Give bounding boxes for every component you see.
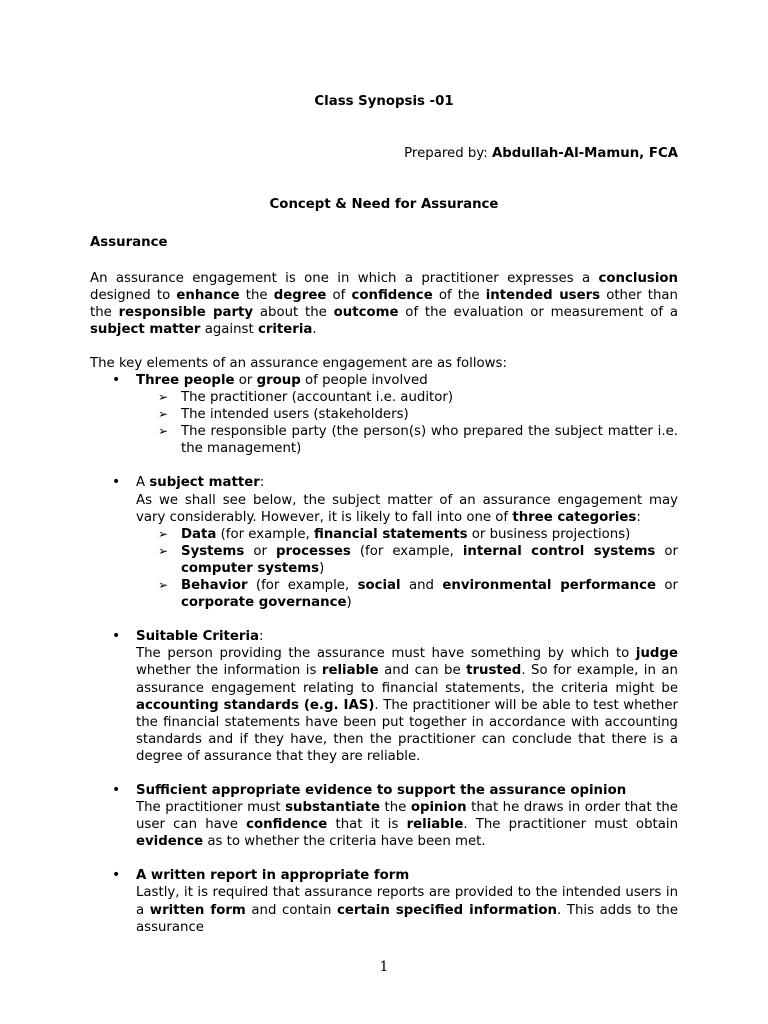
- text: As we shall see below, the subject matter of an assurance engagement may vary considerably. However, it is likely to fall into one of: [136, 492, 678, 525]
- bold-term: written form: [149, 902, 246, 918]
- sub-item: [136, 423, 678, 457]
- text: or: [234, 373, 257, 388]
- bold-term: reliable: [406, 817, 464, 833]
- bold-term: reliable: [321, 663, 379, 679]
- bold-term: evidence: [136, 834, 204, 850]
- text: The responsible party (the person(s) who prepared the subject matter i.e. the management): [181, 424, 678, 457]
- text: . The practitioner will be able to test whether the financial statements have been put together in accordance with accounting standards and if they have, then the practitioner can conclude that there is a degree of assurance that they are reliable.: [136, 697, 678, 764]
- bold-term: intended users: [485, 288, 601, 304]
- sub-item: [136, 526, 678, 543]
- bold-term: enhance: [176, 288, 240, 304]
- arrow-bullet-icon: ➢: [158, 578, 169, 593]
- bold-term: subject matter: [90, 322, 201, 338]
- text: or: [244, 543, 276, 559]
- text: of the: [432, 288, 486, 304]
- doc-subtitle: Concept & Need for Assurance: [269, 197, 499, 212]
- text: . The practitioner must obtain: [463, 817, 678, 833]
- arrow-bullet-icon: ➢: [158, 390, 169, 405]
- bold-term: confidence: [246, 817, 328, 833]
- bold-term: Three people: [136, 373, 235, 388]
- prepared-by-label: Prepared by:: [404, 146, 492, 161]
- text: designed to: [90, 288, 177, 304]
- bold-term: processes: [275, 543, 351, 559]
- text: that he draws in order that the user can have: [136, 800, 678, 833]
- bold-term: internal control systems: [462, 543, 656, 559]
- bold-term: Behavior: [181, 578, 248, 594]
- bold-term: subject matter: [149, 475, 260, 491]
- bold-term: certain specified information: [337, 902, 557, 918]
- bold-term: substantiate: [285, 800, 380, 816]
- bold-term: corporate governance: [181, 595, 347, 611]
- item-body: [136, 645, 678, 765]
- text: The practitioner must: [136, 800, 286, 816]
- bold-term: computer systems: [181, 560, 320, 576]
- text: whether the information is: [136, 663, 322, 679]
- item-heading: [136, 867, 678, 884]
- bold-term: opinion: [410, 800, 467, 816]
- item-heading: [136, 372, 678, 389]
- sub-item: [136, 543, 678, 577]
- bold-term: judge: [635, 646, 678, 662]
- list-item: [112, 628, 678, 765]
- bold-term: trusted: [466, 663, 522, 679]
- bold-term: group: [256, 373, 301, 388]
- doc-title: Class Synopsis -01: [314, 94, 454, 109]
- bullet-icon: [112, 867, 136, 884]
- text: The intended users (stakeholders): [181, 407, 409, 423]
- prepared-by: [404, 145, 678, 162]
- text: or business projections): [467, 526, 631, 542]
- item-body: [136, 799, 678, 850]
- bold-term: Data: [181, 526, 217, 542]
- text: of the evaluation or measurement of a: [398, 305, 678, 321]
- list-item: [112, 782, 678, 850]
- bold-term: degree: [273, 288, 327, 304]
- author-name: Abdullah-Al-Mamun, FCA: [491, 146, 678, 161]
- bold-term: financial statements: [313, 526, 468, 542]
- text: the: [239, 288, 274, 304]
- text: against: [200, 322, 258, 338]
- bold-term: conclusion: [598, 271, 678, 286]
- bold-term: confidence: [351, 288, 433, 304]
- key-elements-list: [112, 372, 678, 936]
- text: that it is: [327, 817, 407, 833]
- text: .: [312, 322, 317, 338]
- item-heading: [136, 474, 678, 491]
- bold-term: A written report in appropriate form: [136, 868, 410, 884]
- arrow-bullet-icon: ➢: [158, 543, 169, 558]
- list-item: [112, 474, 678, 611]
- section-heading: Assurance: [90, 235, 168, 250]
- bullet-icon: [112, 474, 136, 491]
- bullet-icon: [112, 628, 136, 645]
- sub-item: [136, 406, 678, 423]
- text: (for example,: [216, 526, 314, 542]
- text: other than the: [90, 288, 678, 321]
- item-heading: [136, 782, 678, 799]
- arrow-bullet-icon: ➢: [158, 526, 169, 541]
- bold-term: Systems: [181, 543, 245, 559]
- list-item: [112, 372, 678, 457]
- item-body: [136, 884, 678, 935]
- text: :: [259, 629, 264, 645]
- text: . So for example, in an assurance engagement relating to financial statements, the criteria might be: [136, 663, 678, 696]
- text: about the: [253, 305, 334, 321]
- sub-item: [136, 577, 678, 611]
- text: :: [259, 475, 265, 491]
- bold-term: Suitable Criteria: [136, 629, 259, 645]
- text: ): [319, 560, 325, 576]
- text: (for example,: [350, 543, 463, 559]
- text: and contain: [245, 902, 337, 918]
- intro-paragraph: [90, 270, 678, 338]
- bold-term: three categories: [512, 509, 637, 525]
- text: The practitioner (accountant i.e. auditor): [181, 390, 454, 406]
- text: . This adds to the assurance: [136, 902, 679, 935]
- bold-term: outcome: [333, 305, 399, 321]
- list-item: [112, 867, 678, 935]
- arrow-bullet-icon: ➢: [158, 424, 169, 439]
- bold-term: social: [357, 578, 401, 594]
- text: as to whether the criteria have been met.: [203, 834, 486, 850]
- bold-term: accounting standards (e.g. IAS): [136, 697, 375, 713]
- item-heading: [136, 628, 678, 645]
- text: the: [380, 800, 411, 816]
- arrow-bullet-icon: ➢: [158, 407, 169, 422]
- text: The person providing the assurance must have something by which to: [136, 646, 636, 662]
- text: of: [326, 288, 352, 304]
- sub-item: [136, 389, 678, 406]
- page-number: 1: [379, 959, 389, 975]
- text: (for example,: [247, 578, 358, 594]
- text: and: [400, 578, 443, 594]
- text: A: [136, 475, 150, 491]
- text: of people involved: [300, 373, 428, 388]
- text: ): [346, 595, 352, 611]
- text: or: [655, 543, 678, 559]
- bullet-icon: [112, 372, 136, 389]
- bold-term: criteria: [257, 322, 313, 338]
- bullet-icon: [112, 782, 136, 799]
- text: :: [636, 509, 641, 525]
- bold-term: Sufficient appropriate evidence to support the assurance opinion: [136, 782, 627, 798]
- bold-term: environmental performance: [442, 578, 656, 594]
- text: and can be: [378, 663, 467, 679]
- text: or: [656, 578, 678, 594]
- item-body: [136, 492, 678, 526]
- text: Lastly, it is required that assurance reports are provided to the intended users in a: [136, 885, 678, 918]
- text: An assurance engagement is one in which a practitioner expresses a: [90, 271, 599, 286]
- bold-term: responsible party: [118, 305, 254, 321]
- key-elements-intro: The key elements of an assurance engagement are as follows:: [90, 356, 507, 371]
